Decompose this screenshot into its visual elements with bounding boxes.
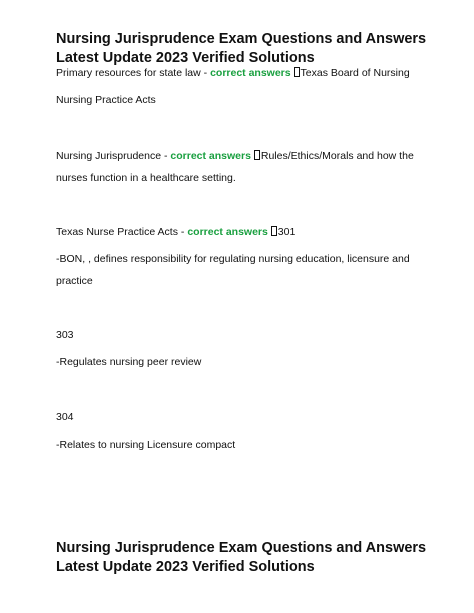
qa-item-nurse-practice-acts <box>56 221 426 243</box>
question-text: Texas Nurse Practice Acts <box>56 226 178 238</box>
qa-item-primary-resources <box>56 62 426 84</box>
detail-line: -BON, , defines responsibility for regulating nursing education, licensure and practice <box>56 253 410 287</box>
correct-answers-label: correct answers <box>210 67 291 79</box>
separator: - <box>200 67 211 79</box>
detail-line: 304 <box>56 411 74 423</box>
answer-text: 301 <box>277 226 296 238</box>
document-title-repeat: Nursing Jurisprudence Exam Questions and Answers Latest Update 2023 Verified Solutions <box>56 540 427 575</box>
answer-text: Rules/Ethics/Morals and how the nurses function in a healthcare setting. <box>56 150 414 184</box>
question-text: Nursing Jurisprudence <box>56 150 162 162</box>
qa-item-jurisprudence <box>56 145 426 189</box>
question-text: Primary resources for state law <box>56 67 201 79</box>
square-glyph-icon <box>294 67 300 77</box>
detail-line: 303 <box>56 329 74 341</box>
answer-continuation: Nursing Practice Acts <box>56 94 156 106</box>
separator: - <box>161 150 171 162</box>
correct-answers-label: correct answers <box>187 226 268 238</box>
correct-answers-label: correct answers <box>170 150 251 162</box>
square-glyph-icon <box>254 150 260 160</box>
answer-text: Texas Board of Nursing <box>300 67 410 79</box>
square-glyph-icon <box>271 226 277 236</box>
detail-line: -Relates to nursing Licensure compact <box>56 439 236 451</box>
separator: - <box>177 226 188 238</box>
document-title: Nursing Jurisprudence Exam Questions and Answers Latest Update 2023 Verified Solutions <box>56 31 427 66</box>
detail-line: -Regulates nursing peer review <box>56 356 202 368</box>
